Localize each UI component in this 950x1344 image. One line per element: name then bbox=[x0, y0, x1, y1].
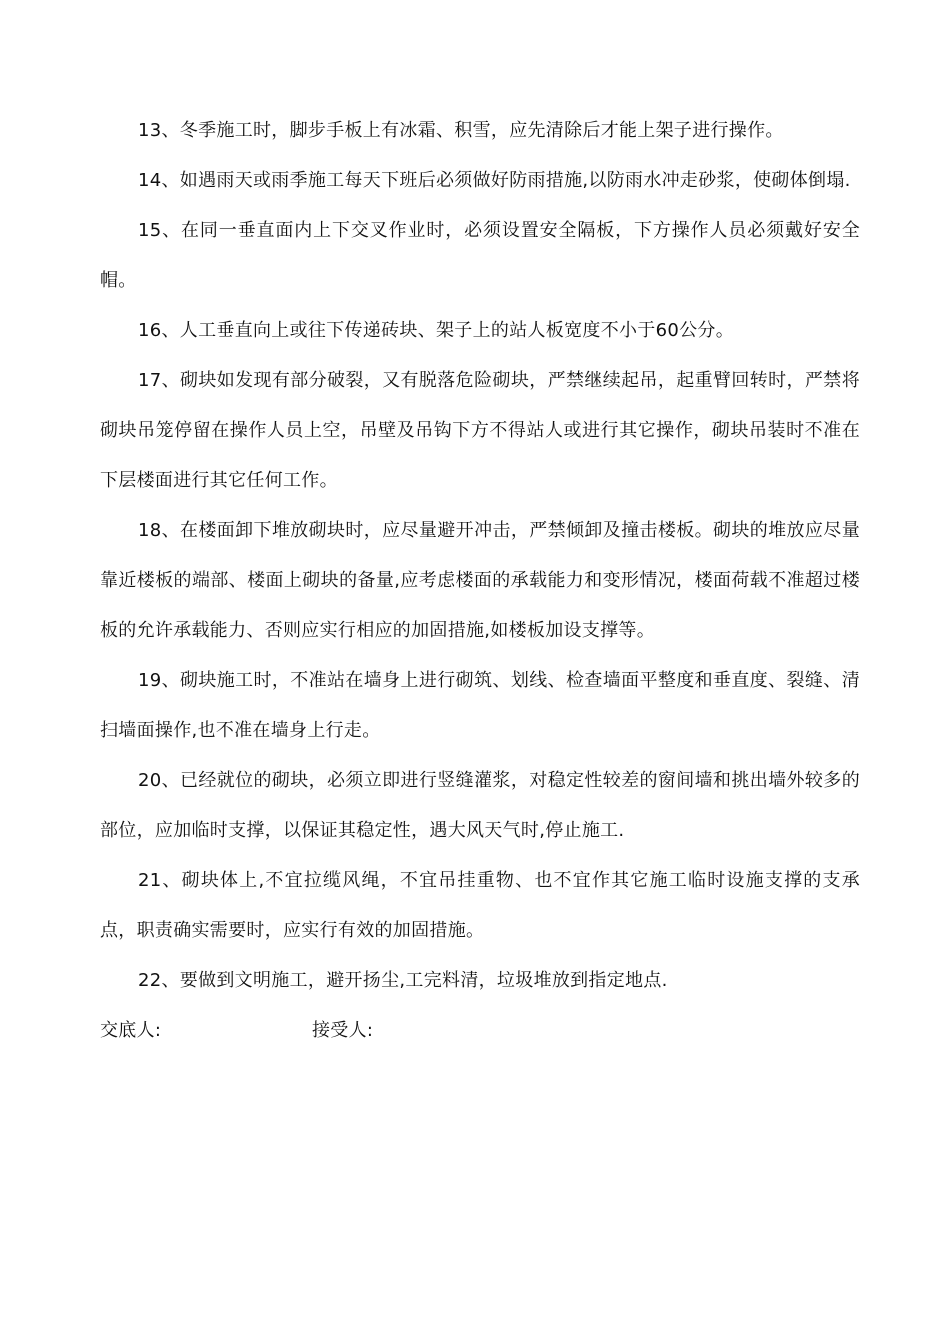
paragraph-22: 22、要做到文明施工，避开扬尘,工完料清，垃圾堆放到指定地点. bbox=[138, 970, 668, 991]
paragraph-16: 16、人工垂直向上或往下传递砖块、架子上的站人板宽度不小于60公分。 bbox=[138, 320, 735, 341]
discloser-label: 交底人: bbox=[100, 1020, 162, 1041]
receiver-label: 接受人: bbox=[312, 1020, 374, 1041]
paragraph-13: 13、冬季施工时，脚步手板上有冰霜、积雪，应先清除后才能上架子进行操作。 bbox=[138, 120, 784, 141]
document-body bbox=[100, 106, 860, 1056]
paragraph-18: 18、在楼面卸下堆放砌块时，应尽量避开冲击，严禁倾卸及撞击楼板。砌块的堆放应尽量靠近楼板的端部、楼面上砌块的备量,应考虑楼面的承载能力和变形情况，楼面荷载不准超过楼板的允许承载能力、否则应实行相应的加固措施,如楼板加设支撑等。 bbox=[100, 520, 860, 641]
paragraph-14: 14、如遇雨天或雨季施工每天下班后必须做好防雨措施,以防雨水冲走砂浆，使砌体倒塌. bbox=[138, 170, 851, 191]
paragraph-21: 21、砌块体上,不宜拉缆风绳，不宜吊挂重物、也不宜作其它施工临时设施支撑的支承点，职责确实需要时，应实行有效的加固措施。 bbox=[100, 870, 860, 941]
signature-row bbox=[100, 1006, 860, 1056]
paragraph-19: 19、砌块施工时，不准站在墙身上进行砌筑、划线、检查墙面平整度和垂直度、裂缝、清扫墙面操作,也不准在墙身上行走。 bbox=[100, 670, 860, 741]
paragraph-20: 20、已经就位的砌块，必须立即进行竖缝灌浆，对稳定性较差的窗间墙和挑出墙外较多的部位，应加临时支撑，以保证其稳定性，遇大风天气时,停止施工. bbox=[100, 770, 860, 841]
paragraph-17: 17、砌块如发现有部分破裂，又有脱落危险砌块，严禁继续起吊，起重臂回转时，严禁将砌块吊笼停留在操作人员上空，吊壁及吊钩下方不得站人或进行其它操作，砌块吊装时不准在下层楼面进行其它任何工作。 bbox=[100, 370, 860, 491]
paragraph-15: 15、在同一垂直面内上下交叉作业时，必须设置安全隔板，下方操作人员必须戴好安全帽。 bbox=[100, 220, 860, 291]
